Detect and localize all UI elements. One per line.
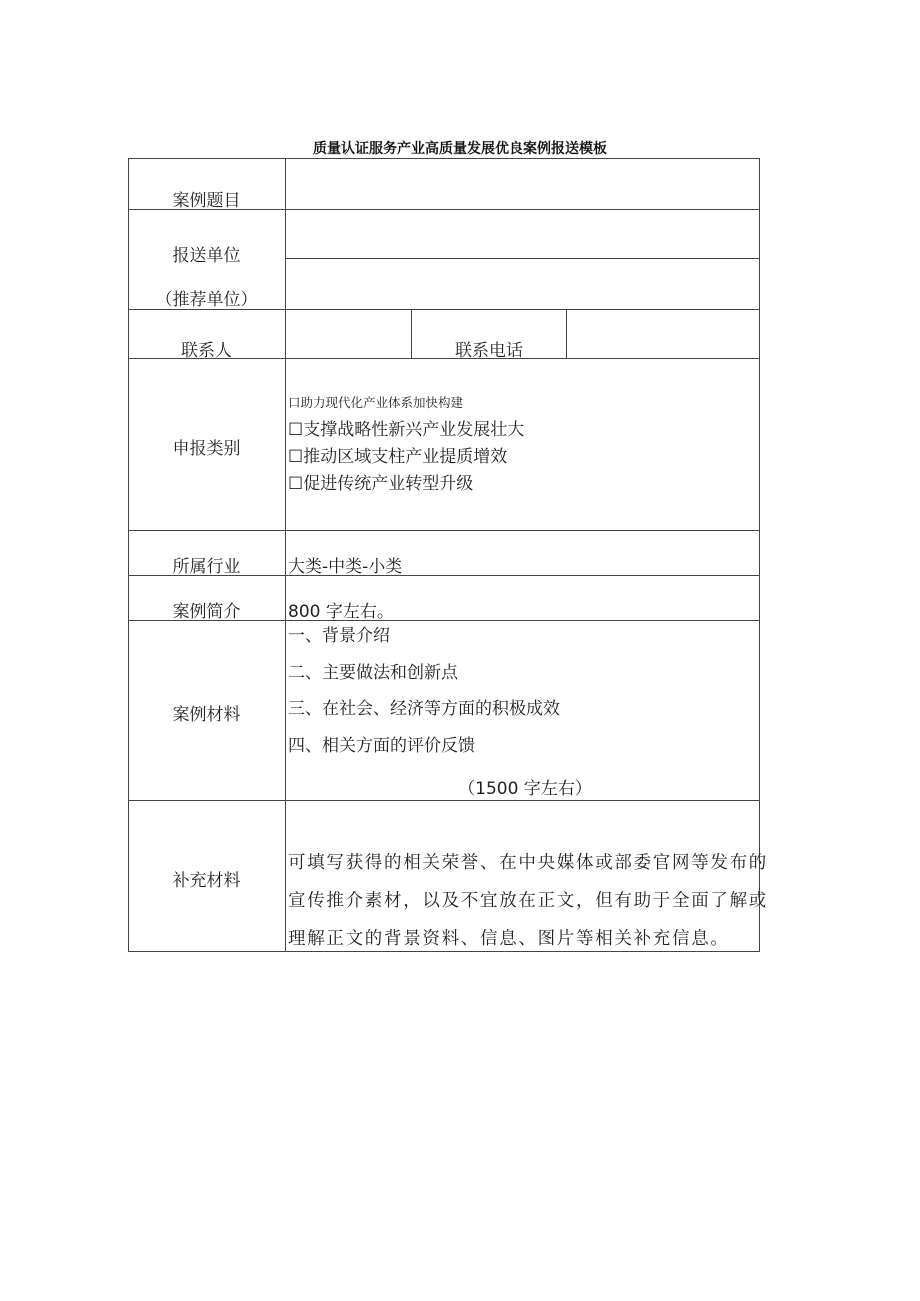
industry-label: 所属行业	[172, 557, 241, 577]
contact-person-label: 联系人	[181, 341, 232, 361]
materials-label: 案例材料	[172, 705, 241, 725]
category-option-4[interactable]: ☐促进传统产业转型升级	[288, 474, 474, 494]
contact-phone-field[interactable]	[568, 311, 758, 357]
summary-label: 案例简介	[172, 602, 241, 622]
materials-item: 一、背景介绍	[288, 626, 390, 646]
contact-person-field[interactable]	[287, 311, 410, 357]
recommending-unit-field[interactable]	[287, 260, 758, 308]
category-option-3[interactable]: ☐推动区域支柱产业提质增效	[288, 447, 508, 467]
category-option-2[interactable]: ☐支撑战略性新兴产业发展壮大	[288, 420, 525, 440]
supplementary-label: 补充材料	[172, 871, 241, 891]
materials-item: 二、主要做法和创新点	[288, 663, 458, 683]
case-title-field[interactable]	[287, 160, 758, 208]
table-border	[759, 158, 760, 952]
document-title: 质量认证服务产业高质量发展优良案例报送模板	[313, 141, 607, 157]
table-border	[128, 951, 760, 952]
table-border	[128, 158, 760, 159]
materials-item: 三、在社会、经济等方面的积极成效	[288, 699, 560, 719]
supplementary-text-line: 可填写获得的相关荣誉、在中央媒体或部委官网等发布的	[288, 853, 768, 873]
recommending-unit-label: （推荐单位）	[155, 290, 258, 310]
supplementary-text-line: 理解正文的背景资料、信息、图片等相关补充信息。	[288, 929, 730, 949]
column-divider	[566, 309, 567, 358]
row-divider	[128, 530, 760, 531]
materials-item: 四、相关方面的评价反馈	[288, 736, 475, 756]
materials-length-note: （1500 字左右）	[458, 779, 592, 799]
row-divider	[128, 800, 760, 801]
row-divider	[285, 258, 760, 259]
column-divider	[285, 158, 286, 952]
case-title-label: 案例题目	[172, 191, 241, 211]
contact-phone-label: 联系电话	[455, 341, 523, 361]
supplementary-text-line: 宣传推介素材，以及不宜放在正文，但有助于全面了解或	[288, 891, 768, 911]
industry-value[interactable]: 大类-中类-小类	[288, 557, 403, 577]
submitting-unit-field[interactable]	[287, 211, 758, 257]
summary-value[interactable]: 800 字左右。	[288, 602, 394, 622]
category-label: 申报类别	[172, 439, 241, 459]
submitting-unit-label: 报送单位	[172, 246, 241, 266]
category-option-1[interactable]: 口助力现代化产业体系加快构建	[288, 395, 464, 410]
